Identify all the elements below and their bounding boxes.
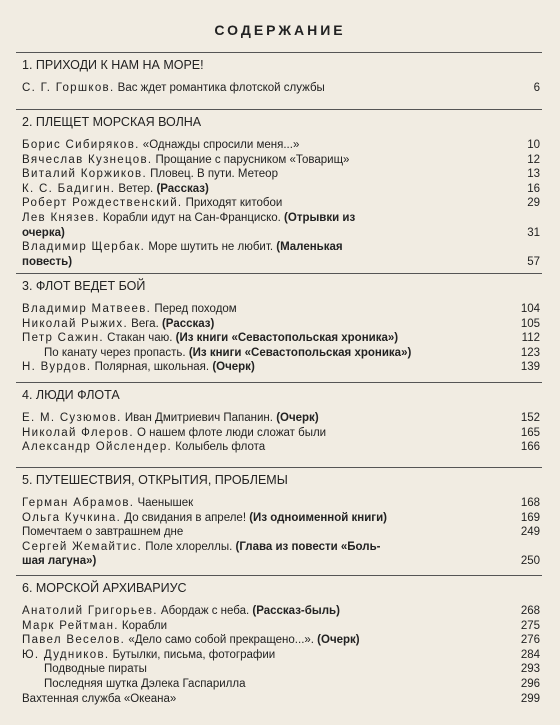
entry-text xyxy=(22,226,65,240)
entry-text xyxy=(22,211,355,225)
entry-text xyxy=(22,167,278,181)
work-title: Вас ждет романтика флотской службы xyxy=(114,82,325,94)
author-name: Сергей Жемайтис. xyxy=(22,540,143,553)
author-name: Петр Сажин. xyxy=(22,332,104,345)
work-title: Пловец. В пути. Метеор xyxy=(146,168,278,181)
work-title: Корабли идут на Сан-Франциско. xyxy=(99,212,285,224)
entry-text xyxy=(22,360,255,374)
entry-text xyxy=(22,317,214,331)
section-heading: 3. ФЛОТ ВЕДЕТ БОЙ xyxy=(22,279,146,293)
page-number: 57 xyxy=(527,255,540,268)
entry-text xyxy=(22,196,282,210)
genre-note: (Из одноименной книги) xyxy=(249,511,387,524)
section-rule xyxy=(16,467,542,468)
author-name: Герман Абрамов. xyxy=(22,497,135,509)
genre-note: (Из книги «Севастопольская хроника») xyxy=(175,332,399,345)
page-number: 275 xyxy=(520,619,540,632)
page-number: 276 xyxy=(520,634,540,647)
page-number: 104 xyxy=(520,303,540,315)
author-name: Владимир Щербак. xyxy=(22,241,146,254)
page-number: 250 xyxy=(520,555,540,568)
page-number: 6 xyxy=(533,82,540,94)
page-number: 169 xyxy=(520,511,540,524)
page-title: СОДЕРЖАНИЕ xyxy=(214,22,346,38)
genre-note: очерка) xyxy=(22,226,65,239)
work-title: Подводные пираты xyxy=(44,663,147,676)
author-name: Лев Князев. xyxy=(22,212,100,224)
entry-text xyxy=(22,540,380,554)
section-rule xyxy=(16,575,542,576)
page-number: 166 xyxy=(520,441,540,454)
page-number: 13 xyxy=(527,168,540,181)
section-rule xyxy=(16,273,542,274)
work-title: Стакан чаю. xyxy=(103,332,176,345)
page-number: 16 xyxy=(527,182,540,195)
genre-note: повесть) xyxy=(22,255,73,268)
genre-note: (Маленькая xyxy=(276,241,343,254)
entry-text xyxy=(22,692,176,706)
genre-note: (Очерк) xyxy=(317,634,360,647)
entry-text xyxy=(22,426,326,440)
entry-text xyxy=(44,662,147,676)
work-title: Колыбель флота xyxy=(172,441,266,454)
work-title: До свидания в апреле! xyxy=(121,511,250,524)
section-heading: 1. ПРИХОДИ К НАМ НА МОРЕ! xyxy=(22,58,204,72)
page-number: 293 xyxy=(520,663,540,676)
genre-note: шая лагуна») xyxy=(22,555,97,568)
entry-text xyxy=(22,138,299,152)
page-number: 31 xyxy=(527,226,540,239)
work-title: Море шутить не любит. xyxy=(145,241,277,254)
page-number: 139 xyxy=(520,361,540,374)
author-name: Роберт Рождественский. xyxy=(22,197,183,210)
section-rule xyxy=(16,382,542,383)
section-heading: 5. ПУТЕШЕСТВИЯ, ОТКРЫТИЯ, ПРОБЛЕМЫ xyxy=(22,473,288,487)
section-heading: 2. ПЛЕЩЕТ МОРСКАЯ ВОЛНА xyxy=(22,115,202,129)
genre-note: (Очерк) xyxy=(276,412,319,424)
author-name: Н. Вурдов. xyxy=(22,361,92,374)
entry-text xyxy=(22,496,193,510)
genre-note: (Рассказ) xyxy=(161,317,215,330)
section-heading: 6. МОРСКОЙ АРХИВАРИУС xyxy=(22,581,187,595)
genre-note: (Рассказ) xyxy=(156,182,209,195)
author-name: Владимир Матвеев. xyxy=(22,303,152,315)
page-number: 168 xyxy=(520,497,540,509)
page-number: 165 xyxy=(520,426,540,439)
page-number: 123 xyxy=(520,346,540,359)
entry-text xyxy=(22,302,237,316)
genre-note: (Из книги «Севастопольская хроника») xyxy=(188,346,412,359)
entry-text xyxy=(22,440,265,454)
section-rule xyxy=(16,52,542,53)
author-name: Вячеслав Кузнецов. xyxy=(22,153,153,166)
author-name: Павел Веселов. xyxy=(22,634,126,647)
page-number: 268 xyxy=(520,605,540,617)
page-number: 299 xyxy=(520,692,540,705)
work-title: Прощание с парусником «Товарищ» xyxy=(152,153,350,166)
page-number: 105 xyxy=(520,317,540,330)
entry-text xyxy=(22,255,72,269)
entry-text xyxy=(22,525,183,539)
entry-text xyxy=(22,633,360,647)
genre-note: (Очерк) xyxy=(212,361,255,374)
work-title: Перед походом xyxy=(151,303,237,315)
entry-text xyxy=(44,346,411,360)
page-number: 12 xyxy=(527,153,540,166)
work-title: Ветер. xyxy=(115,182,157,195)
entry-text xyxy=(44,677,245,691)
work-title: Иван Дмитриевич Папанин. xyxy=(121,412,277,424)
entry-text xyxy=(22,648,275,662)
work-title: О нашем флоте люди сложат были xyxy=(133,426,327,439)
author-name: Е. М. Сузюмов. xyxy=(22,412,122,424)
work-title: Вега. xyxy=(127,317,162,330)
work-title: Поле хлореллы. xyxy=(142,540,236,553)
author-name: Анатолий Григорьев. xyxy=(22,605,158,617)
author-name: Марк Рейтман. xyxy=(22,619,119,632)
page-number: 29 xyxy=(527,197,540,210)
work-title: Корабли xyxy=(118,619,168,632)
entry-text xyxy=(22,619,167,633)
genre-note: (Глава из повести «Боль- xyxy=(235,540,381,553)
author-name: К. С. Бадигин. xyxy=(22,182,116,195)
entry-text xyxy=(22,554,96,568)
author-name: Николай Флеров. xyxy=(22,426,134,439)
entry-text xyxy=(22,604,340,618)
entry-text xyxy=(22,240,343,254)
work-title: «Однажды спросили меня...» xyxy=(139,139,300,151)
work-title: Приходят китобои xyxy=(182,197,283,210)
work-title: Полярная, школьная. xyxy=(91,361,213,374)
author-name: Виталий Коржиков. xyxy=(22,168,147,181)
genre-note: (Отрывки из xyxy=(284,212,356,224)
work-title: «Дело само собой прекращено...». xyxy=(125,634,318,647)
genre-note: (Рассказ-быль) xyxy=(252,605,340,617)
entry-text xyxy=(22,81,325,95)
work-title: Последняя шутка Дэлека Гаспарилла xyxy=(44,678,246,690)
page-number: 284 xyxy=(520,648,540,661)
work-title: По канату через пропасть. xyxy=(44,346,189,359)
work-title: Чаенышек xyxy=(134,497,194,509)
author-name: Ольга Кучкина. xyxy=(22,511,122,524)
section-heading: 4. ЛЮДИ ФЛОТА xyxy=(22,388,120,402)
page-number: 296 xyxy=(520,678,540,690)
page-number: 10 xyxy=(527,139,540,151)
author-name: Борис Сибиряков. xyxy=(22,139,140,151)
page-number: 249 xyxy=(520,526,540,539)
work-title: Бутылки, письма, фотографии xyxy=(109,648,276,661)
work-title: Вахтенная служба «Океана» xyxy=(22,692,177,705)
entry-text xyxy=(22,182,209,196)
page-number: 112 xyxy=(521,332,540,345)
author-name: Ю. Дудников. xyxy=(22,648,110,661)
work-title: Помечтаем о завтрашнем дне xyxy=(22,526,184,539)
entry-text xyxy=(22,411,319,425)
author-name: Николай Рыжих. xyxy=(22,317,128,330)
author-name: С. Г. Горшков. xyxy=(22,82,115,94)
entry-text xyxy=(22,511,387,525)
entry-text xyxy=(22,331,398,345)
work-title: Абордаж с неба. xyxy=(157,605,253,617)
section-rule xyxy=(16,109,542,110)
entry-text xyxy=(22,153,349,167)
author-name: Александр Ойслендер. xyxy=(22,441,173,454)
page-number: 152 xyxy=(520,412,540,424)
